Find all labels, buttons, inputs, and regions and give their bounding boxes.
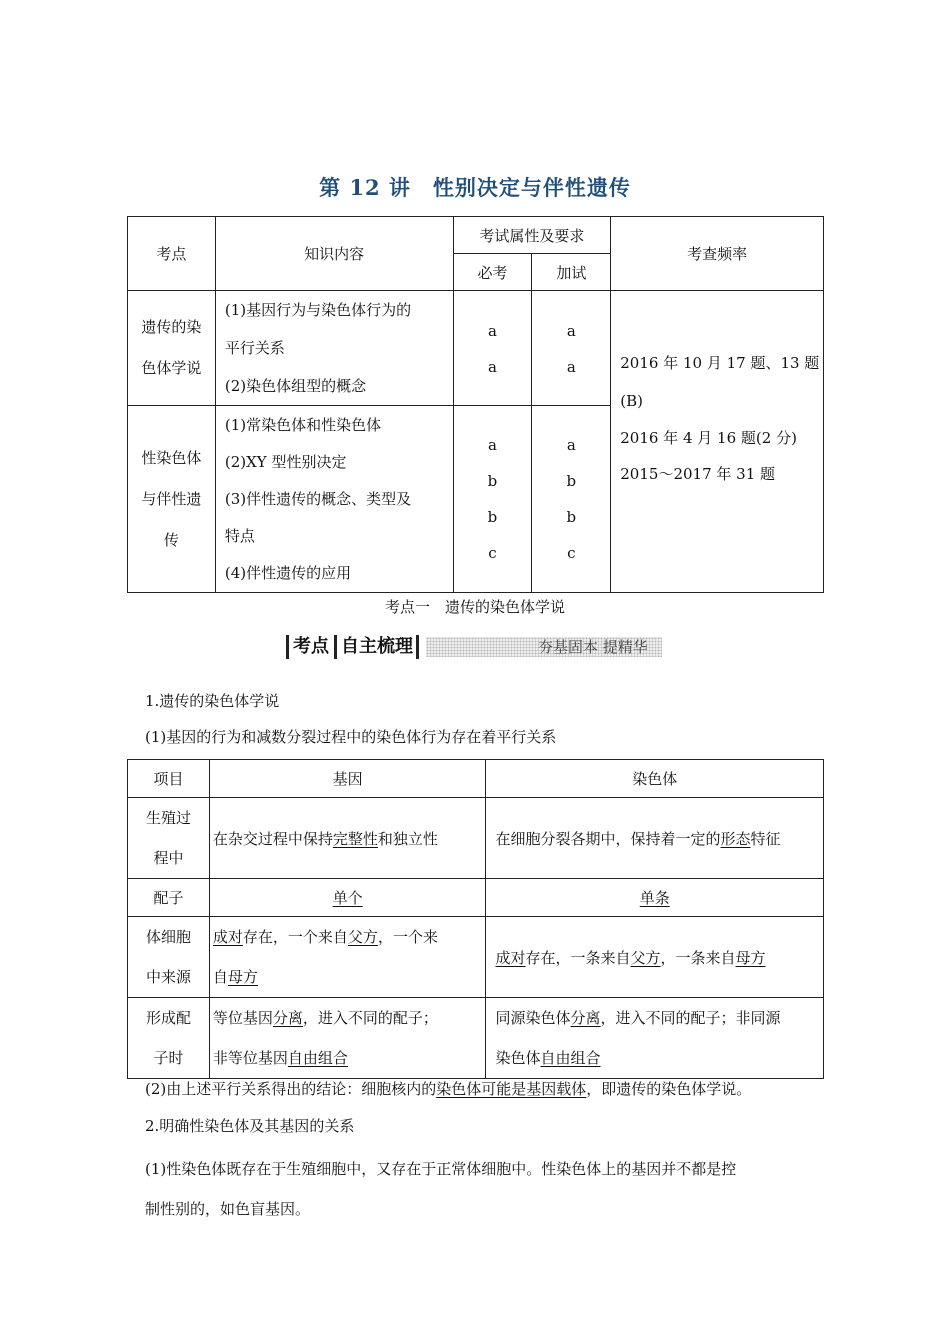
blank-answer: 单条 [639,889,670,907]
blank-answer: 完整性 [332,829,378,848]
banner-divider [334,635,337,659]
blank-answer: 分离 [570,1009,601,1027]
chromosome-cell: 成对存在，一条来自父方，一条来自母方 [486,917,824,998]
banner-label-1: 考点 [293,636,329,657]
header-shuxing: 考试属性及要求 [453,217,611,254]
banner-divider [416,635,419,659]
jiashi-cell: a b b c [532,406,611,593]
gene-cell: 在杂交过程中保持完整性和独立性 [209,798,486,879]
chromosome-cell: 同源染色体分离，进入不同的配子；非同源 染色体自由组合 [486,998,824,1079]
header-jiyin: 基因 [209,760,486,798]
blank-answer: 自由组合 [540,1049,601,1067]
header-pinlv: 考查频率 [611,217,824,291]
banner-label-2: 自主梳理 [341,636,413,657]
content-cell: (1)常染色体和性染色体 (2)XY 型性别决定 (3)伴性遗传的概念、类型及 特点 (4)伴性遗传的应用 [215,406,453,593]
blank-answer: 自由组合 [287,1049,348,1067]
content-cell: (1)基因行为与染色体行为的 平行关系 (2)染色体组型的概念 [215,291,453,406]
blank-answer: 父方 [630,948,661,967]
topic-cell: 遗传的染 色体学说 [128,291,216,406]
header-kaodian: 考点 [128,217,216,291]
row-label: 配子 [128,879,210,917]
paragraph: 1.遗传的染色体学说 [145,692,280,710]
jiashi-cell: a a [532,291,611,406]
exam-requirements-table [127,216,824,593]
blank-answer: 染色体可能是基因载体 [436,1080,587,1098]
banner-slogan: 夯基固本 提精华 [538,638,648,656]
paragraph: 2.明确性染色体及其基因的关系 [145,1117,355,1135]
topic-cell: 性染色体 与伴性遗 传 [128,406,216,593]
gene-chromosome-table [127,759,824,1079]
chromosome-cell: 在细胞分裂各期中，保持着一定的形态特征 [486,798,824,879]
gene-cell [209,879,486,917]
section-banner [286,633,664,661]
row-label: 生殖过 程中 [128,798,210,879]
gene-cell: 等位基因分离，进入不同的配子； 非等位基因自由组合 [209,998,486,1079]
header-ranseti: 染色体 [486,760,824,798]
blank-answer: 成对 [212,928,243,946]
bikao-cell: a a [453,291,532,406]
page-title: 第 12 讲 性别决定与伴性遗传 [319,175,631,200]
paragraph: (1)性染色体既存在于生殖细胞中，又存在于正常体细胞中。性染色体上的基因并不都是控 制性别的，如色盲基因。 [145,1160,737,1218]
header-jiashi: 加试 [532,254,611,291]
blank-answer: 成对 [495,948,526,967]
gene-cell: 成对存在，一个来自父方，一个来 自母方 [209,917,486,998]
header-bikao: 必考 [453,254,532,291]
bikao-cell: a b b c [453,406,532,593]
paragraph: (1)基因的行为和减数分裂过程中的染色体行为存在着平行关系 [145,728,557,746]
section-heading: 考点一 遗传的染色体学说 [384,598,565,616]
header-neirong: 知识内容 [215,217,453,291]
header-xiangmu: 项目 [128,760,210,798]
blank-answer: 单个 [332,889,363,907]
row-label: 形成配 子时 [128,998,210,1079]
blank-answer: 形态 [720,829,751,848]
banner-divider [286,635,289,659]
blank-answer: 分离 [272,1009,303,1027]
chromosome-cell [486,879,824,917]
blank-answer: 父方 [347,928,378,946]
row-label: 体细胞 中来源 [128,917,210,998]
blank-answer: 母方 [735,948,766,967]
frequency-cell: 2016 年 10 月 17 题、13 题 (B) 2016 年 4 月 16 题(2 分) 2015～2017 年 31 题 [611,291,824,593]
blank-answer: 母方 [227,968,258,986]
paragraph: (2)由上述平行关系得出的结论：细胞核内的染色体可能是基因载体，即遗传的染色体学说。 [145,1080,752,1098]
